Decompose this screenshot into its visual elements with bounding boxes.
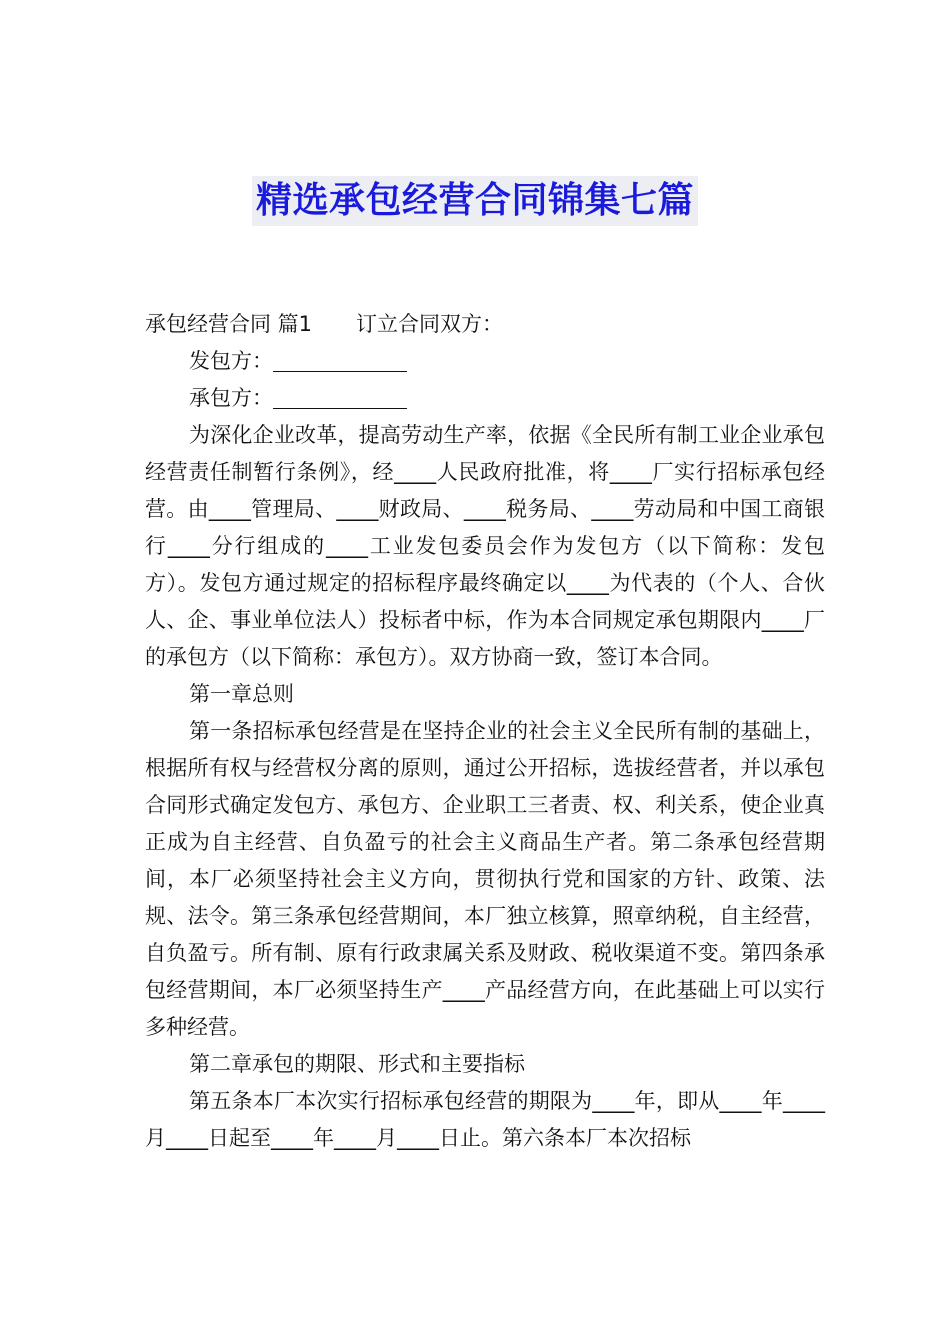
section-heading-line — [145, 306, 825, 343]
document-body — [145, 306, 825, 1157]
party-a-blank — [273, 349, 407, 372]
chapter-1-title: 第一章总则 — [189, 682, 294, 706]
chapter-2-paragraph: 第五条本厂本次实行招标承包经营的期限为____年，即从____年____月____日起至____年____月____日止。第六条本厂本次招标 — [145, 1089, 825, 1150]
title-container — [0, 176, 950, 226]
parties-intro: 订立合同双方： — [356, 312, 504, 336]
chapter-1-paragraph: 第一条招标承包经营是在坚持企业的社会主义全民所有制的基础上，根据所有权与经营权分离的原则，通过公开招标，选拔经营者，并以承包合同形式确定发包方、承包方、企业职工三者责、权、利关系，使企业真正成为自主经营、自负盈亏的社会主义商品生产者。第二条承包经营期间，本厂必须坚持社会主义方向，贯彻执行党和国家的方针、政策、法规、法令。第三条承包经营期间，本厂独立核算，照章纳税，自主经营，自负盈亏。所有制、原有行政隶属关系及财政、税收渠道不变。第四条承包经营期间，本厂必须坚持生产____产品经营方向，在此基础上可以实行多种经营。 — [145, 719, 825, 1039]
party-a-line — [145, 343, 825, 380]
chapter-2-title: 第二章承包的期限、形式和主要指标 — [189, 1052, 525, 1076]
party-b-label: 承包方： — [189, 386, 273, 410]
party-a-label: 发包方： — [189, 349, 273, 373]
preamble-paragraph: 为深化企业改革，提高劳动生产率，依据《全民所有制工业企业承包经营责任制暂行条例》，经____人民政府批准，将____厂实行招标承包经营。由____管理局、____财政局、____税务局、____劳动局和中国工商银行____分行组成的____工业发包委员会作为发包方（以下简称：发包方）。发包方通过规定的招标程序最终确定以____为代表的（个人、合伙人、企、事业单位法人）投标者中标，作为本合同规定承包期限内____厂的承包方（以下简称：承包方）。双方协商一致，签订本合同。 — [145, 423, 825, 669]
party-b-line — [145, 380, 825, 417]
document-title: 精选承包经营合同锦集七篇 — [252, 176, 698, 226]
section-heading: 承包经营合同 篇1 — [145, 312, 313, 336]
party-b-blank — [273, 386, 407, 409]
